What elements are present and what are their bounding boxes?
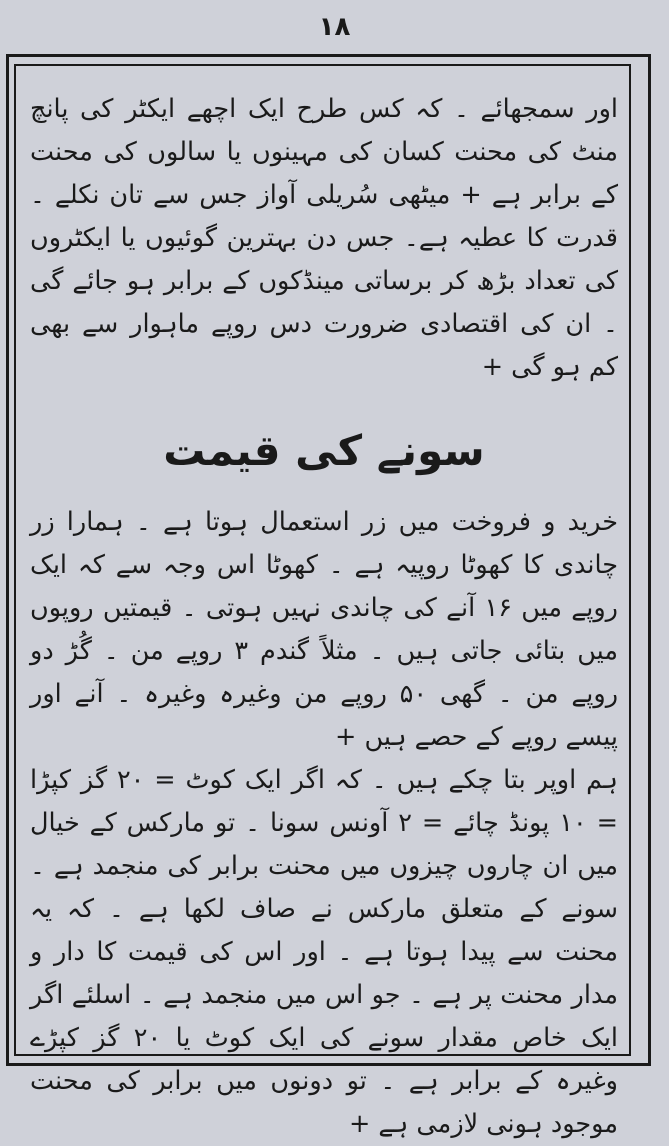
paragraph-currency: خرید و فروخت میں زر استعمال ہوتا ہے ۔ ہمارا زر چاندی کا کھوٹا روپیہ ہے ۔ کھوٹا اس وجہ سے کہ ایک روپے میں ۱۶ آنے کی چاندی نہیں ہوتی ۔ قیمتیں روپوں میں بتائی جاتی ہیں ۔ مثلاً گندم ۳ روپے من ۔ گُڑ دو روپے من ۔ گھی ۵۰ روپے من وغیرہ وغیرہ ۔ آنے اور پیسے روپے کے حصے ہیں + — [30, 507, 619, 752]
page-number: ۱۸ — [318, 12, 351, 42]
page-body — [30, 78, 619, 1139]
paragraph-marx-gold: ہم اوپر بتا چکے ہیں ۔ کہ اگر ایک کوٹ = ۲۰ گز کپڑا = ۱۰ پونڈ چائے = ۲ آونس سونا ۔ تو مارکس کے خیال میں ان چاروں چیزوں میں محنت برابر کی منجمد ہے ۔ سونے کے متعلق مارکس نے صاف لکھا ہے ۔ کہ یہ محنت سے پیدا ہوتا ہے ۔ اور اس کی قیمت کا دار و مدار محنت پر ہے ۔ جو اس میں منجمد ہے ۔ اسلئے اگر ایک خاص مقدار سونے کی ایک کوٹ یا ۲۰ گز کپڑے وغیرہ کے برابر ہے ۔ تو دونوں میں برابر کی محنت موجود ہونی لازمی ہے + — [30, 765, 618, 1139]
section-heading: سونے کی قیمت — [163, 426, 485, 475]
paragraph-intro: اور سمجھائے ۔ کہ کس طرح ایک اچھے ایکٹر کی پانچ منٹ کی محنت کسان کی مہینوں یا سالوں کی محنت کے برابر ہے + میٹھی سُریلی آواز جس سے تان نکلے ۔ قدرت کا عطیہ ہے۔ جس دن بہترین گوئیوں یا ایکٹروں کی تعداد بڑھ کر برساتی مینڈکوں کے برابر ہو جائے گی ۔ ان کی اقتصادی ضرورت دس روپے ماہوار سے بھی کم ہو گی + — [30, 94, 618, 382]
